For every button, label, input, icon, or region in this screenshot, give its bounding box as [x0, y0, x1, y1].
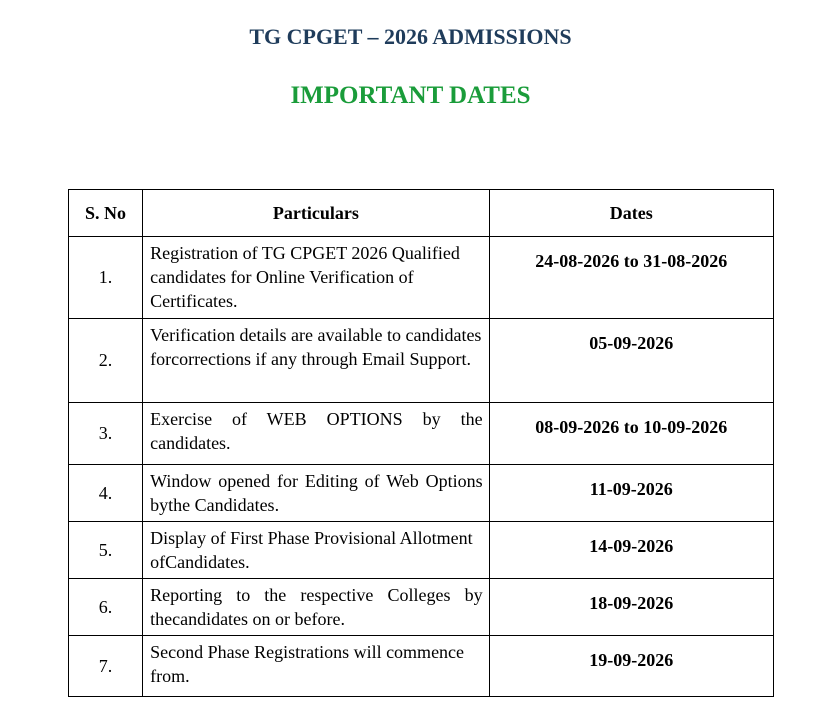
- row-dates: 19-09-2026: [489, 636, 773, 697]
- table-row: [69, 636, 774, 697]
- row-sno: 6.: [69, 579, 143, 636]
- table-row: [69, 237, 774, 319]
- important-dates-table: [68, 189, 774, 697]
- row-dates: 18-09-2026: [489, 579, 773, 636]
- row-particulars: Window opened for Editing of Web Options bythe Candidates.: [143, 465, 489, 522]
- row-sno: 5.: [69, 522, 143, 579]
- column-header-particulars: Particulars: [143, 190, 489, 237]
- row-dates: 05-09-2026: [489, 319, 773, 403]
- row-dates: 08-09-2026 to 10-09-2026: [489, 403, 773, 465]
- table-row: [69, 579, 774, 636]
- table-row: [69, 465, 774, 522]
- row-particulars: Second Phase Registrations will commence from.: [143, 636, 489, 697]
- row-sno: 7.: [69, 636, 143, 697]
- column-header-dates: Dates: [489, 190, 773, 237]
- row-sno: 1.: [69, 237, 143, 319]
- row-dates: 24-08-2026 to 31-08-2026: [489, 237, 773, 319]
- row-dates: 11-09-2026: [489, 465, 773, 522]
- row-sno: 3.: [69, 403, 143, 465]
- row-particulars: Reporting to the respective Colleges by thecandidates on or before.: [143, 579, 489, 636]
- row-particulars: Verification details are available to candidates forcorrections if any through Email Support.: [143, 319, 489, 403]
- page-subtitle: IMPORTANT DATES: [290, 82, 531, 109]
- row-particulars: Exercise of WEB OPTIONS by the candidates.: [143, 403, 489, 465]
- row-particulars: Registration of TG CPGET 2026 Qualified candidates for Online Verification of Certificates.: [143, 237, 489, 319]
- row-sno: 2.: [69, 319, 143, 403]
- row-sno: 4.: [69, 465, 143, 522]
- table-header-row: [69, 190, 774, 237]
- row-dates: 14-09-2026: [489, 522, 773, 579]
- row-particulars: Display of First Phase Provisional Allotment ofCandidates.: [143, 522, 489, 579]
- table-row: [69, 522, 774, 579]
- table-row: [69, 319, 774, 403]
- page-title: TG CPGET – 2026 ADMISSIONS: [249, 24, 572, 49]
- column-header-sno: S. No: [69, 190, 143, 237]
- table-row: [69, 403, 774, 465]
